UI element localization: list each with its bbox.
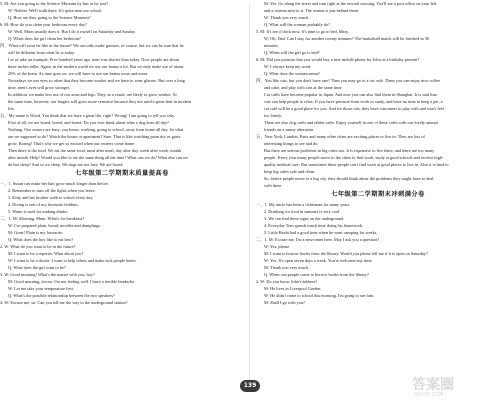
text-line: Let us take an example. Five hundred years ago, men was shorter than today. Now people are about [8, 57, 180, 62]
left-column [0, 0, 244, 380]
text-line: M: He lives in Liverpool Garden. [264, 286, 322, 291]
text-line: In addition, we make less use of our arms and legs. They, as a result, are likely to grow weaker. At [8, 92, 177, 97]
text-line: and cake, and play with cats at the same time. [264, 85, 343, 90]
text-line: 四、You like cats, but you don't have one? Then you may go to a cat café. There you can enjoy nice coffee [256, 78, 440, 83]
text-line: Cat cafés have become popular in Japan. And now you can also find them in Shanghai. It is said that [264, 92, 437, 97]
right-column-text-bottom [256, 201, 500, 306]
text-line: W: Thank you very much. [264, 15, 309, 20]
text-line: 3. Kitty and her brother walk to school every day. [8, 195, 94, 200]
text-line: M: Thank you very much. [264, 265, 309, 270]
text-line: M: Yes. Go along the street and turn right at the second crossing. You'll see a post office on your left [264, 1, 437, 6]
right-column-text-top [256, 0, 500, 189]
text-line: are we supposed to do? Watch the house or apartment? Sure. That is like watching paint dry or grass [8, 134, 181, 139]
text-line: W: I've prepared plain, bread, noodles and dumplings. [8, 223, 101, 228]
text-line: Q: What does the girl want to be? [8, 265, 66, 270]
text-line: three inches taller. Again, in the modern world we use our brains a lot. But we only make use of about [8, 64, 184, 69]
text-line: keep big cities safe and clean. [264, 169, 316, 174]
text-line: 五、My name is Wood. You think that we have a great life, right? Wrong! I am going to tell you why. [0, 113, 175, 118]
text-line: Q: What will the woman probably do? [264, 22, 331, 27]
text-line: 2. Drinking ice food in summer is very cool. [264, 209, 341, 214]
text-line: and a cinema next to it. The station is just behind them. [264, 8, 360, 13]
text-line: 四、What will town be like in the future? We can only make guesses, of course, but we can be sure that he [0, 43, 184, 48]
right-section-title: 七年级第二学期期末冲刺满分卷 [331, 191, 425, 198]
left-column-text-top [0, 0, 244, 168]
text-line: Q: When will the girl go to bed? [264, 50, 320, 55]
text-line: will be different from what he is today. [8, 50, 75, 55]
text-line: W: Neither. We'll walk there. It's quite near our school. [8, 8, 103, 13]
text-line: too lonely. [264, 113, 283, 118]
text-line: Q: How are they going to the Science Museum? [8, 15, 91, 20]
text-line: grow. Boring! That's why we get so excited when our owners come home. [8, 141, 136, 146]
column-divider [249, 4, 250, 380]
text-line: Q: What does the boy like to eat best? [8, 237, 74, 242]
text-line: 20% of the brain. As time goes on, we will have to use our brains more and more. [8, 71, 149, 76]
text-line: W: He didn't come to school this morning. I'm going to see him. [264, 293, 375, 298]
left-section-title: 七年级第二学期期末质量提高卷 [75, 170, 169, 177]
text-line: W: Well. Mum usually does it. But I do it myself on Saturday and Sunday. [8, 29, 136, 34]
text-line: time, men's eyes will grow stronger. [8, 85, 70, 90]
text-line: cat café will be a good place for you. And for those cats, they have customers to play with and won't feel [264, 106, 444, 111]
text-line: Q: What does the woman mean? [264, 71, 320, 76]
text-line: do but sleep? And so we sleep. We dogs are not lazy. We are bored. [8, 162, 124, 167]
text-line: M: Good morning, doctor. I'm not feeling well. I have a terrible headache. [8, 279, 136, 284]
text-line: There are also dog cafés and rabbit cafés. Enjoy yourself in one of these cafés with our lovely animal [264, 120, 438, 125]
text-line: Then there is the food. We eat the same food, meal after meal, day after day, week after week, month [8, 148, 182, 153]
text-line: 二、1. M: Morning, Mum. What's for breakfast? [0, 216, 85, 221]
text-line: 2. Remember to turn off the lights when you leave. [8, 188, 96, 193]
text-line: interesting things to see and do. [264, 141, 319, 146]
text-line: W: Oh, Dad. Can I stay for another twenty minutes? The basketball match will be finished in 30 [264, 36, 430, 41]
text-line: 6. M: How do you clean your bedroom every day? [0, 22, 87, 27]
text-line: So, before people move to a big city, they should think about the problems they might have to deal [264, 176, 434, 181]
text-line: W: I want to be a doctor. I want to help others and make sick people better. [8, 258, 137, 263]
watermark-logo [412, 377, 496, 399]
text-line: 4. Diving is one of my favourite hobbies. [8, 202, 79, 207]
text-line: W: Yes, please. [264, 244, 291, 249]
text-line: But there are serious problems in big cities too. It is expensive to live there, and there are too many [264, 148, 435, 153]
text-line: 一、1. My uncle has been a fisherman for many years. [256, 202, 351, 207]
text-line: the same time, however, our fingers will grow more sensitive because they are used a great deal in modern [8, 99, 192, 104]
text-line: 6. M: Did you promise that you would buy a new mobile phone for John as a birthday present? [256, 57, 420, 62]
text-line: cats can help people to relax. If you have pressure from work or study, and have no time to keep a pet, a [264, 99, 443, 104]
page-number: 139 [240, 380, 260, 392]
text-line: M: I want to borrow books from the library. Would you please tell me if it is open on Saturday? [264, 251, 428, 256]
text-line: minutes. [264, 43, 279, 48]
text-line: 5. M: It's ten o'clock now. It's time to go to bed, Mary. [256, 29, 349, 34]
text-line: 3. W: Good morning! What's the matter with you, boy? [0, 272, 95, 277]
text-line: 一、1. Susan can make her hair grow much longer than before. [0, 181, 110, 186]
text-line: Nothing. Our owners are busy, you know, working, going to school, away from home all day. So what [8, 127, 184, 132]
text-line: people. Every year many people move to the cities to find work, study at good schools and receive high- [264, 155, 444, 160]
text-line: Q: When can people come to borrow books from the library? [264, 272, 369, 277]
text-line: 2. W: What do you want to be in the future? [0, 244, 76, 249]
text-line: M: Great! Plain is my favourite. [8, 230, 64, 235]
watermark-sub-text: MXQE.COM [414, 392, 444, 398]
text-line: quality medical care. But sometimes these people can't find work at good places to live in. Also it is hard to [264, 162, 449, 167]
text-line: 2. W: Do you know John's address? [256, 279, 318, 284]
text-line: after month. Help! Would you like to eat the same thing all the time? What can we do? What else can we [8, 155, 189, 160]
text-line: 5. M: Are you going to the Science Museum by bus or by taxi? [0, 1, 109, 6]
text-line: 5. Little Hoshi had a good time when he went camping for weeks. [264, 230, 378, 235]
watermark-main-text: 答案圈 [412, 377, 454, 393]
text-line: 5. Water is used for making drinks. [8, 209, 69, 214]
text-line: W: Yes. It's open seven days a week. You're welcome any time. [264, 258, 373, 263]
text-line: First of all, we are bored, bored, and bored. Do you ever think about what a dog does all day? [8, 120, 169, 125]
left-column-text-bottom [0, 180, 244, 306]
text-line: 二、1. M: Excuse me, I'm a newcomer here. May I ask you a question? [256, 237, 380, 242]
text-line: life. [8, 106, 15, 111]
text-line: W: I always keep my word. [264, 64, 312, 69]
text-line: W: Let me take your temperature first. [8, 286, 75, 291]
text-line: M: I want to be a reporter. What about you? [8, 251, 84, 256]
right-column [256, 0, 500, 380]
text-line: Q: When does the girl clean her bedroom? [8, 36, 81, 41]
text-line: 4. W: Excuse me, sir. Can you tell me the way to the underground station? [0, 300, 128, 305]
text-line: M: Shall I go with you? [264, 300, 305, 305]
text-line: friends on a sunny afternoon. [264, 127, 315, 132]
text-line: Q: What's the possible relationship between the two speakers? [8, 293, 115, 298]
text-line: 3. We can find these signs on the underground. [264, 216, 345, 221]
text-line: 五、New York, London, Paris and many other cities are exciting places to live in. They are lots of [256, 134, 425, 139]
text-line: with there. [264, 183, 283, 188]
text-line: 4. Everyday Tom spends much time doing his homework. [264, 223, 364, 228]
text-line: Nowadays we use eyes so often that they become weaker and we have to wear glasses. But over a long [8, 78, 185, 83]
